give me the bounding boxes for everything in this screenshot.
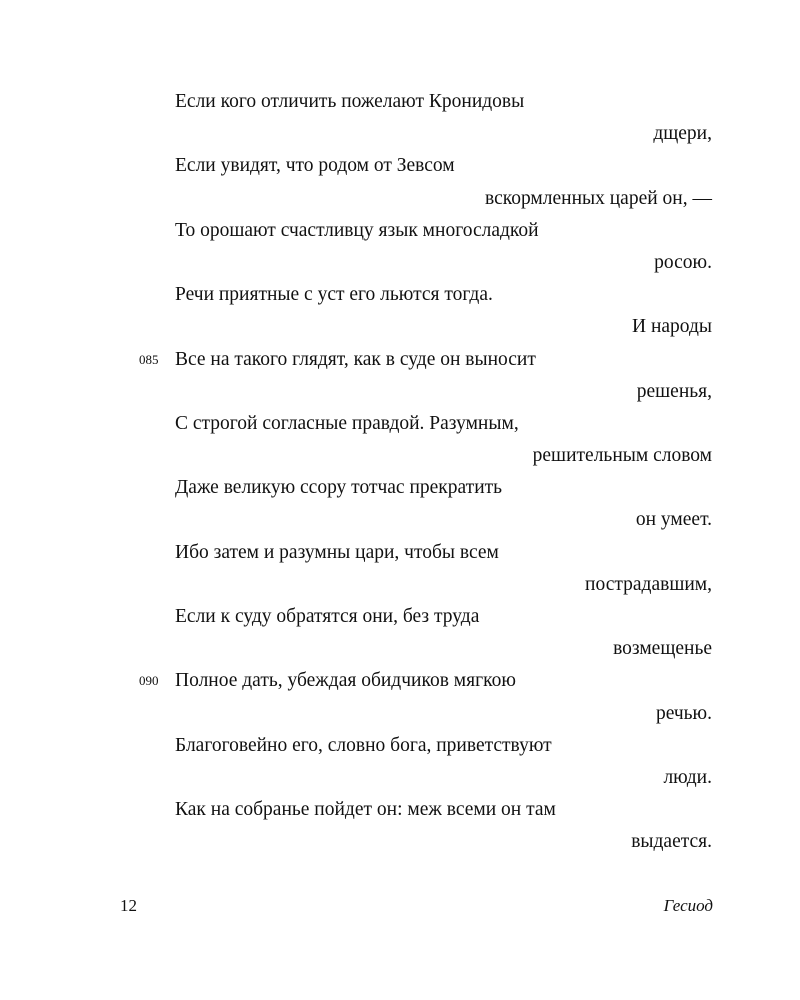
verse-line-text: Даже великую ссору тотчас прекратить <box>175 477 503 499</box>
verse-line-text: выдается. <box>631 831 712 853</box>
verse-line <box>120 344 720 376</box>
verse-line <box>120 794 720 826</box>
verse-line-text: решительным словом <box>532 445 712 467</box>
line-number: 090 <box>139 673 159 689</box>
verse-line-text: Все на такого глядят, как в суде он выносит <box>175 348 536 370</box>
verse-line-continuation <box>120 311 720 343</box>
verse-line-text: Если кого отличить пожелают Кронидовы <box>175 91 525 112</box>
verse-line-continuation <box>120 247 720 279</box>
verse-line <box>120 730 720 762</box>
verse-line-continuation <box>120 762 720 794</box>
verse-line <box>120 215 720 247</box>
verse-line-continuation <box>120 504 720 536</box>
verse-line-text: Полное дать, убеждая обидчиков мягкою <box>175 670 516 692</box>
verse-line-text: пострадавшим, <box>585 573 712 595</box>
verse-line <box>120 537 720 569</box>
verse-line-continuation <box>120 118 720 150</box>
verse-line <box>120 665 720 697</box>
verse-line <box>120 150 720 182</box>
verse-line-continuation <box>120 826 720 858</box>
verse-line-text: росою. <box>654 251 712 273</box>
verse-line-text: Речи приятные с уст его льются тогда. <box>175 284 493 306</box>
verse-line-text: решенья, <box>636 380 712 402</box>
page-footer <box>120 892 713 920</box>
verse-line-continuation <box>120 183 720 215</box>
verse-line-text: Ибо затем и разумны цари, чтобы всем <box>175 541 499 563</box>
verse-line-text: люди. <box>663 766 712 788</box>
verse-line-text: Если увидят, что родом от Зевсом <box>175 155 455 177</box>
verse-line-text: Как на собранье пойдет он: меж всеми он там <box>175 799 556 821</box>
verse-line-continuation <box>120 569 720 601</box>
verse-line <box>120 408 720 440</box>
verse-line-continuation <box>120 633 720 665</box>
verse-line <box>120 279 720 311</box>
page-number: 12 <box>120 896 137 915</box>
verse-line-text: вскормленных царей он, — <box>484 187 712 209</box>
verse-line <box>120 86 720 118</box>
verse-line-text: возмещенье <box>613 638 712 660</box>
running-title: Гесиод <box>663 896 713 915</box>
verse-line-text: То орошают счастливцу язык многосладкой <box>175 219 539 241</box>
verse-line-continuation <box>120 376 720 408</box>
verse-line-continuation <box>120 698 720 730</box>
verse-line <box>120 472 720 504</box>
line-number: 085 <box>139 351 159 367</box>
verse-line-text: дщери, <box>653 123 712 145</box>
verse-line-text: он умеет. <box>635 509 712 531</box>
verse-line <box>120 601 720 633</box>
verse-line-text: И народы <box>631 316 712 338</box>
verse-line-text: речью. <box>655 702 712 724</box>
verse-line-text: Если к суду обратятся они, без труда <box>175 606 480 627</box>
poem-text <box>120 86 720 859</box>
verse-line-text: Благоговейно его, словно бога, приветствуют <box>175 734 552 756</box>
verse-line-text: С строгой согласные правдой. Разумным, <box>175 412 519 434</box>
verse-line-continuation <box>120 440 720 472</box>
